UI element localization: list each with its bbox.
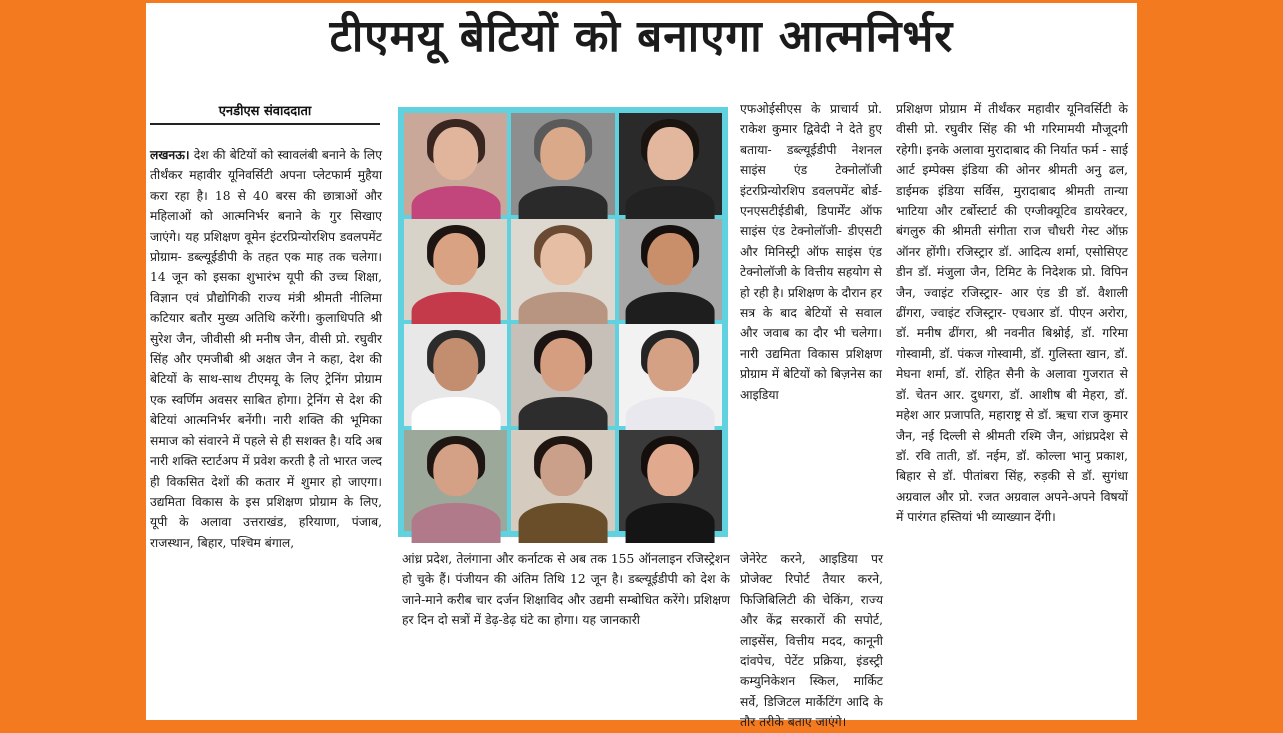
photo-collage	[398, 107, 728, 537]
portrait-face	[648, 338, 693, 391]
portrait-photo	[511, 324, 614, 426]
portrait-face	[540, 127, 585, 180]
portrait-photo	[511, 219, 614, 321]
portrait-shoulders	[411, 503, 500, 544]
portrait-shoulders	[519, 503, 608, 544]
portrait-shoulders	[626, 503, 715, 544]
column-3-top	[740, 99, 882, 549]
portrait-face	[433, 127, 478, 180]
byline: एनडीएस संवाददाता	[150, 101, 380, 125]
portrait-face	[648, 444, 693, 497]
newspaper-clipping	[146, 3, 1137, 730]
portrait-face	[648, 233, 693, 286]
portrait-photo	[511, 430, 614, 532]
portrait-face	[433, 233, 478, 286]
column-4	[896, 99, 1128, 719]
column-3-bottom	[740, 549, 883, 730]
column-1-body: देश की बेटियों को स्वावलंबी बनाने के लिए तीर्थंकर महावीर यूनिवर्सिटी अपना प्लेटफार्म मुहैया करा रहा है। 18 से 40 बरस की छात्राओं और महिलाओं को आत्मनिर्भर बनाने के गुर सिखाए जाएंगे। यह प्रशिक्षण वूमेन इंटरप्रिन्योरशिप डवलपमेंट प्रोग्राम- डब्ल्यूईडीपी के तहत एक माह तक चलेगा। 14 जून को इसका शुभारंभ यूपी की उच्च शिक्षा, विज्ञान एवं प्रौद्योगिकी राज्य मंत्री श्रीमती नीलिमा कटियार बतौर मुख्य अतिथि करेंगी। कुलाधिपति श्री सुरेश जैन, जीवीसी श्री मनीष जैन, वीसी प्रो. रघुवीर सिंह और एमजीबी श्री अक्षत जैन ने कहा, देश की बेटियों के साथ-साथ टीएमयू के लिए ट्रेनिंग प्रोग्राम एक स्वर्णिम अवसर साबित होगा। ट्रेनिंग से देश की बेटियां आत्मनिर्भर बनेंगी। नारी शक्ति की भूमिका समाज को संवारने में पहले से ही सशक्त है। यदि अब नारी शक्ति स्टार्टअप में प्रवेश करती है तो भारत जल्द ही विकसित देशों की कतार में शुमार हो जाएगा। उद्यमिता विकास के इस प्रशिक्षण प्रोग्राम के लिए, यूपी के अलावा उत्तराखंड, हरियाणा, पंजाब, राजस्थान, बिहार, पश्चिम बंगाल,	[150, 148, 382, 550]
column-1-text	[150, 145, 382, 553]
column-1	[150, 145, 382, 719]
column-2-body: आंध्र प्रदेश, तेलंगाना और कर्नाटक से अब तक 155 ऑनलाइन रजिस्ट्रेशन हो चुके हैं। पंजीयन की अंतिम तिथि 12 जून है। डब्ल्यूईडीपी को देश के जाने-माने करीब चार दर्जन शिक्षाविद और उद्यमी सम्बोधित करेंगे। प्रशिक्षण हर दिन दो सत्रों में डेढ़-डेढ़ घंटे का होगा। यह जानकारी	[402, 552, 730, 628]
portrait-photo	[404, 430, 507, 532]
portrait-photo	[404, 219, 507, 321]
portrait-face	[648, 127, 693, 180]
portrait-photo	[619, 430, 722, 532]
column-3-top-body: एफओईसीएस के प्राचार्य प्रो. राकेश कुमार द्विवेदी ने देते हुए बताया- डब्ल्यूईडीपी नेशनल साइंस एंड टेक्नोलॉजी इंटरप्रिन्योरशिप डवलपमेंट बोर्ड- एनएसटीईडीबी, डिपार्मेंट ऑफ साइंस एंड टेक्नोलॉजी- डीएसटी और मिनिस्ट्री ऑफ साइंस एंड टेक्नोलॉजी के वित्तीय सहयोग से हो रही है। प्रशिक्षण के दौरान हर सत्र के बाद बेटियों से सवाल और जवाब का दौर भी चलेगा। नारी उद्यमिता विकास प्रशिक्षण प्रोग्राम में बेटियों को बिज़नेस का आइडिया	[740, 102, 882, 402]
portrait-face	[540, 233, 585, 286]
portrait-photo	[511, 113, 614, 215]
portrait-face	[540, 444, 585, 497]
dateline-city: लखनऊ।	[150, 147, 190, 162]
headline: टीएमयू बेटियों को बनाएगा आत्मनिर्भर	[329, 11, 954, 62]
portrait-face	[433, 444, 478, 497]
portrait-photo	[619, 219, 722, 321]
column-4-body: प्रशिक्षण प्रोग्राम में तीर्थंकर महावीर यूनिवर्सिटी के वीसी प्रो. रघुवीर सिंह की भी गरिमामयी मौजूदगी रहेगी। इनके अलावा मुरादाबाद की निर्यात फर्म - साई आर्ट इम्पेक्स इंडिया की ओनर श्रीमती अनु ढल, डाईमक इंडिया सर्विस, मुरादाबाद श्रीमती तान्या भाटिया और टर्बोस्टार्ट की एग्जीक्यूटिव डायरेक्टर, बंगलुरु की श्रीमती संगीता राज चौधरी गेस्ट ऑफ़ ऑनर होंगी। रजिस्ट्रार डॉ. आदित्य शर्मा, एसोसिएट डीन डॉ. मंजुला जैन, टिमिट के निदेशक प्रो. विपिन जैन, ज्वाइंट रजिस्ट्रार- आर एंड डी डॉ. वैशाली ढींगरा, ज्वाइंट रजिस्ट्रार- एचआर डॉ. पीएन अरोरा, डॉ. मनीष ढींगरा, श्री नवनीत बिश्नोई, डॉ. गरिमा गोस्वामी, डॉ. पंकज गोस्वामी, डॉ. गुलिस्ता खान, डॉ. मेघना शर्मा, डॉ. रोहित सैनी के अलावा गुजरात से डॉ. चेतन आर. दुधगरा, डॉ. आशीष बी मेहरा, डॉ. महेश आर प्रजापति, महाराष्ट्र से डॉ. ऋचा राज कुमार जैन, नई दिल्ली से श्रीमती रश्मि जैन, आंध्रप्रदेश से डॉ. रवि ताती, डॉ. नईम, डॉ. कोल्ला भानु प्रकाश, बिहार से डॉ. पीतांबरा सिंह, रुड़की से डॉ. सुगंधा अग्रवाल और प्रो. रजत अग्रवाल अपने-अपने विषयों में पारंगत हस्तियां भी व्याख्यान देंगी।	[896, 102, 1128, 525]
column-3-bottom-body: जेनेरेट करने, आइडिया पर प्रोजेक्ट रिपोर्ट तैयार करने, फिजिबिलिटी की चेकिंग, राज्य और केंद्र सरकारों की सपोर्ट, लाइसेंस, वित्तीय मदद, कानूनी दांवपेच, पेटेंट प्रक्रिया, इंडस्ट्री कम्युनिकेशन स्किल, मार्किट सर्वे, डिजिटल मार्केटिंग आदि के तौर तरीके बताए जाएंगे।	[740, 552, 883, 730]
portrait-face	[540, 338, 585, 391]
portrait-photo	[404, 113, 507, 215]
portrait-photo	[619, 324, 722, 426]
column-2-bottom	[402, 549, 730, 719]
portrait-face	[433, 338, 478, 391]
portrait-grid	[404, 113, 722, 531]
portrait-photo	[619, 113, 722, 215]
portrait-photo	[404, 324, 507, 426]
